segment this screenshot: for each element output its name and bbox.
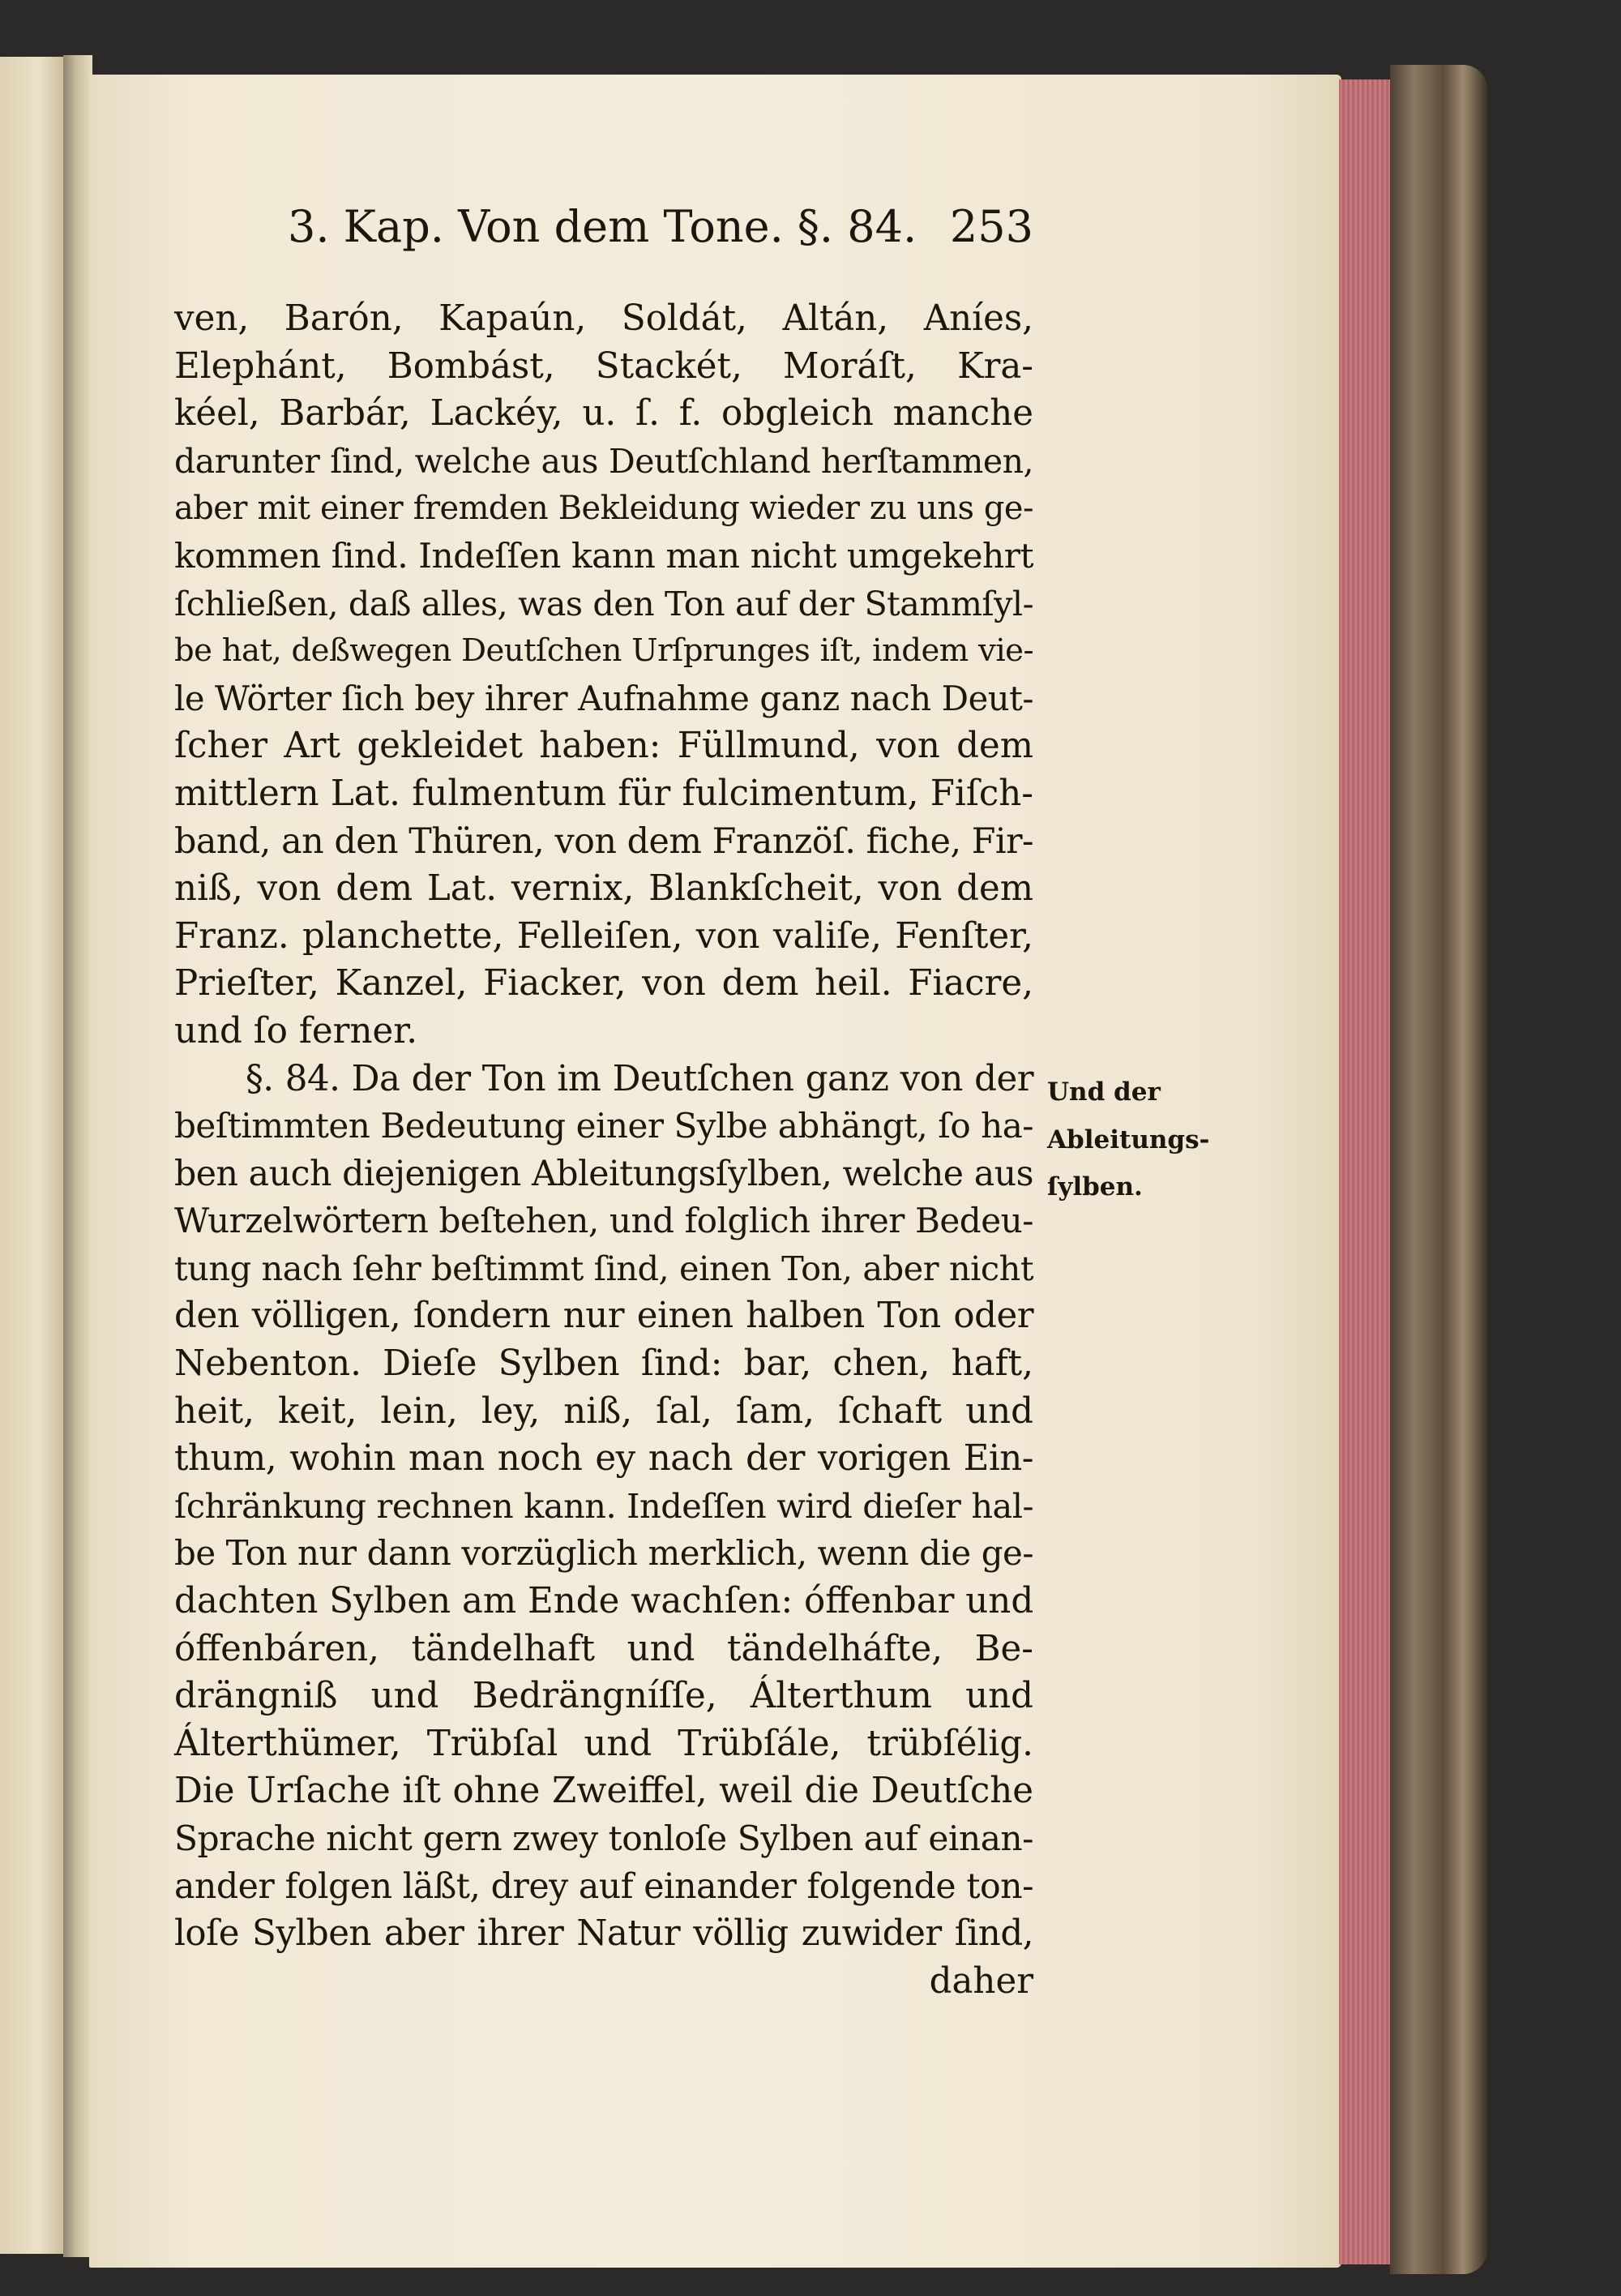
text-line: Álterthümer, Trübſal und Trübſále, trübſélig. xyxy=(174,1723,1033,1764)
text-line: und ſo ferner. xyxy=(174,1010,418,1052)
text-line: ander folgen läßt, drey auf einander folgende ton- xyxy=(174,1866,1033,1907)
text-line: ſcher Art gekleidet haben: Füllmund, von dem xyxy=(174,726,1033,767)
marginal-note-line: Ableitungs- xyxy=(1047,1124,1210,1154)
text-line: be Ton nur dann vorzüglich merklich, wenn die ge- xyxy=(174,1533,1033,1574)
marginal-note-line: Und der xyxy=(1047,1077,1161,1107)
text-line: Wurzelwörtern beſtehen, und folglich ihrer Bedeu- xyxy=(174,1201,1033,1241)
text-line: kéel, Barbár, Lackéy, u. ſ. f. obgleich manche xyxy=(174,393,1033,435)
text-line: mittlern Lat. fulmentum für fulcimentum, Fiſch- xyxy=(174,773,1033,814)
text-line: drängniß und Bedrängníſſe, Álterthum und xyxy=(174,1676,1033,1717)
text-line: dachten Sylben am Ende wachſen: óffenbar und xyxy=(174,1581,1034,1622)
catchword: daher xyxy=(929,1960,1033,2002)
text-line: den völligen, ſondern nur einen halben Ton oder xyxy=(174,1296,1033,1337)
text-line: ven, Barón, Kapaún, Soldát, Altán, Aníes, xyxy=(174,298,1033,339)
running-title: 3. Kap. Von dem Tone. §. 84. xyxy=(288,201,917,252)
marbled-cover xyxy=(1390,65,1487,2274)
text-line: Elephánt, Bombást, Stackét, Moráſt, Kra- xyxy=(174,345,1033,387)
text-line: ſchließen, daß alles, was den Ton auf der Stammſyl- xyxy=(174,584,1033,623)
text-line: Nebenton. Dieſe Sylben ſind: bar, chen, haft, xyxy=(174,1343,1033,1385)
text-line: band, an den Thüren, von dem Franzöſ. fiche, Fir- xyxy=(174,820,1033,862)
text-line: ſchränkung rechnen kann. Indeſſen wird dieſer hal- xyxy=(174,1486,1033,1526)
marginal-note xyxy=(1047,1069,1209,1211)
text-line: thum, wohin man noch ey nach der vorigen Ein- xyxy=(174,1438,1033,1480)
text-line: kommen ſind. Indeſſen kann man nicht umgekehrt xyxy=(174,535,1033,576)
section-84-start: §. 84. Da der Ton im Deutſchen ganz von der xyxy=(246,1058,1033,1099)
marginal-note-line: ſylben. xyxy=(1047,1172,1143,1202)
page-header xyxy=(174,185,1033,263)
text-line: darunter ſind, welche aus Deutſchland herſtammen, xyxy=(174,441,1033,481)
text-line: ben auch diejenigen Ableitungsſylben, welche aus xyxy=(174,1153,1033,1194)
text-line: tung nach ſehr beſtimmt ſind, einen Ton, aber nicht xyxy=(174,1248,1033,1288)
left-page-edge xyxy=(0,57,65,2254)
text-line: Franz. planchette, Felleiſen, von valiſe, Fenſter, xyxy=(174,915,1033,957)
red-page-edges xyxy=(1339,79,1396,2264)
text-line: Prieſter, Kanzel, Fiacker, von dem heil. Fiacre, xyxy=(174,963,1033,1004)
text-line: niß, von dem Lat. vernix, Blankſcheit, von dem xyxy=(174,868,1033,910)
text-line: Die Urſache iſt ohne Zweiffel, weil die Deutſche xyxy=(174,1771,1033,1812)
text-line: le Wörter ſich bey ihrer Aufnahme ganz nach Deut- xyxy=(174,678,1033,718)
text-line: loſe Sylben aber ihrer Natur völlig zuwider ſind, xyxy=(174,1913,1033,1955)
text-line: aber mit einer fremden Bekleidung wieder zu uns ge- xyxy=(174,490,1033,528)
page-number: 253 xyxy=(949,201,1033,252)
text-line: óffenbáren, tändelhaft und tändelháfte, Be- xyxy=(174,1628,1033,1669)
text-line: beſtimmten Bedeutung einer Sylbe abhängt, ſo ha- xyxy=(174,1106,1033,1146)
body-text xyxy=(174,295,1033,2005)
text-line: heit, keit, lein, ley, niß, ſal, ſam, ſchaft und xyxy=(174,1390,1033,1432)
book-gutter xyxy=(63,55,92,2257)
text-line: Sprache nicht gern zwey tonloſe Sylben auf einan- xyxy=(174,1818,1033,1858)
text-line: be hat, deßwegen Deutſchen Urſprunges iſt, indem vie- xyxy=(174,632,1033,670)
